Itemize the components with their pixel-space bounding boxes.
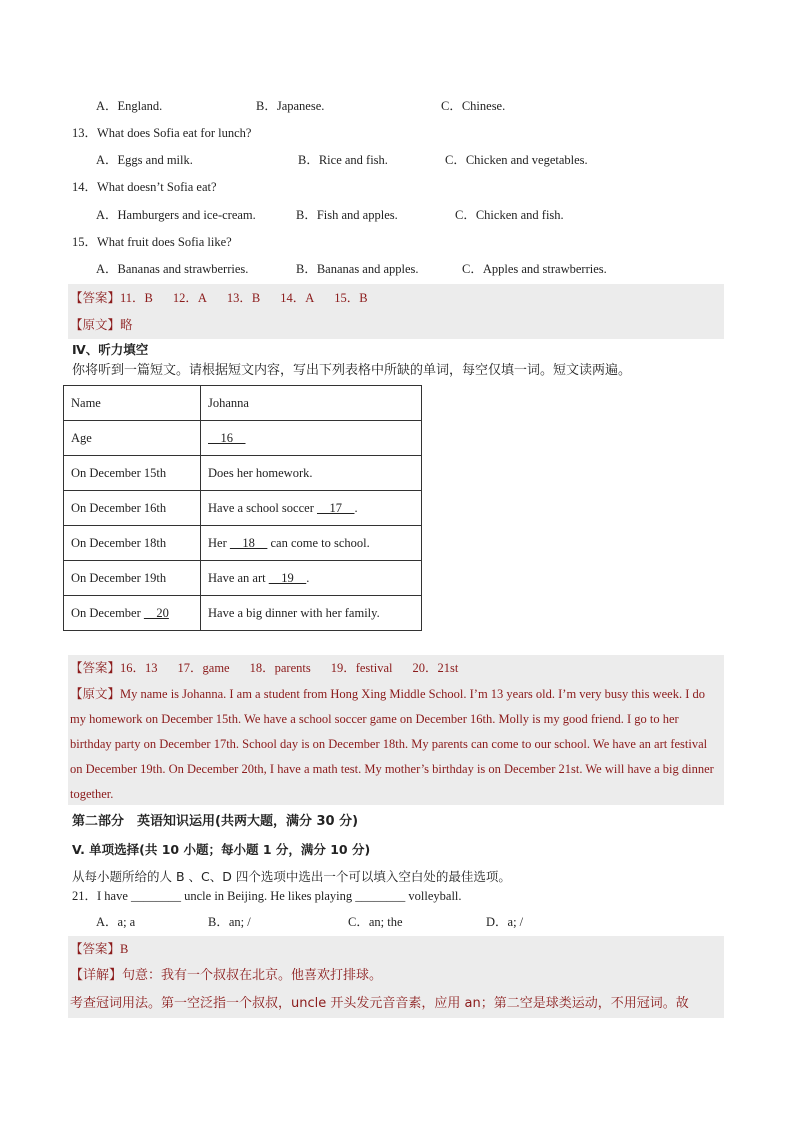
table-row	[64, 596, 422, 631]
answer-item: 17．game	[177, 661, 230, 675]
answer-item: 20．21st	[412, 661, 459, 675]
answer-item: 15．B	[334, 291, 368, 305]
answer-item: 16．13	[120, 661, 158, 675]
detail-line-1: 句意：我有一个叔叔在北京。他喜欢打排球。	[122, 968, 383, 983]
answer-item: 14．A	[280, 291, 315, 305]
table-cell-value	[201, 491, 422, 526]
table-cell-label: On December 18th	[64, 526, 201, 561]
blank-16: 16	[208, 430, 246, 445]
answer-text: B	[120, 942, 129, 956]
q15-option-a: A．Bananas and strawberries.	[96, 262, 249, 276]
detail-box-21	[68, 962, 724, 1018]
table-cell-label	[64, 596, 201, 631]
section-5-title: V. 单项选择(共 10 小题；每小题 1 分，满分 10 分)	[72, 842, 371, 857]
blank-19: 19	[268, 570, 307, 585]
cell-text: can come to school.	[267, 535, 370, 550]
q15-question: 15．What fruit does Sofia like?	[72, 235, 232, 249]
original-text: 略	[120, 317, 133, 332]
q21-option-a: A．a; a	[96, 915, 136, 929]
answer-box-21	[68, 936, 724, 962]
table-row	[64, 561, 422, 596]
q13-option-c: C．Chicken and vegetables.	[445, 153, 588, 167]
q21-question: 21．I have ________ uncle in Beijing. He likes playing ________ volleyball.	[72, 889, 462, 903]
original-box-16-20	[68, 681, 724, 805]
blank-17: 17	[316, 500, 355, 515]
cell-text: On December	[71, 605, 144, 620]
cell-text: Johanna	[208, 395, 249, 410]
q14-option-a: A．Hamburgers and ice-cream.	[96, 208, 256, 222]
table-cell-value	[201, 386, 422, 421]
q12-option-a: A．England.	[96, 99, 163, 113]
cell-text: Does her homework.	[208, 465, 313, 480]
section-4-instruction: 你将听到一篇短文。请根据短文内容，写出下列表格中所缺的单词，每空仅填一词。短文读两遍。	[72, 363, 632, 378]
cell-text: .	[306, 570, 310, 585]
detail-label: 【详解】	[70, 968, 123, 983]
q12-option-c: C．Chinese.	[441, 99, 506, 113]
answer-box-11-15	[68, 284, 724, 311]
cell-text: .	[354, 500, 358, 515]
answer-item: 11．B	[120, 291, 153, 305]
answer-item: 12．A	[172, 291, 207, 305]
table-row	[64, 421, 422, 456]
cell-text: Have a school soccer	[208, 500, 317, 515]
q14-option-b: B．Fish and apples.	[296, 208, 398, 222]
q21-option-b: B．an; /	[208, 915, 251, 929]
q21-option-d: D．a; /	[486, 915, 524, 929]
table-cell-value	[201, 526, 422, 561]
answer-label: 【答案】	[70, 290, 121, 305]
section-4-title: Ⅳ、听力填空	[72, 342, 149, 357]
table-row	[64, 526, 422, 561]
q14-option-c: C．Chicken and fish.	[455, 208, 564, 222]
answer-items	[120, 291, 388, 305]
answer-label: 【答案】	[70, 941, 121, 956]
table-cell-label: On December 15th	[64, 456, 201, 491]
part-2-title: 第二部分 英语知识运用(共两大题，满分 30 分)	[72, 814, 359, 829]
table-cell-label: Name	[64, 386, 201, 421]
original-box-11-15	[68, 311, 724, 339]
original-label: 【原文】	[70, 686, 121, 701]
q13-question: 13．What does Sofia eat for lunch?	[72, 126, 252, 140]
table-cell-value	[201, 596, 422, 631]
blank-20: 20	[143, 605, 169, 620]
cell-text: Have an art	[208, 570, 269, 585]
detail-line-2: 考查冠词用法。第一空泛指一个叔叔，uncle 开头发元音音素，应用 an；第二空是球类运动，不用冠词。故	[70, 996, 689, 1011]
original-text: My name is Johanna. I am a student from Hong Xing Middle School. I’m 13 years old. I’m very busy this week. I do my homework on December 15th. We have a school soccer game on December 16th. Molly is my good friend. I go to her birthday party on December 17th. School day is on December 18th. My parents can come to our school. We have an art festival on December 19th. On December 20th, I have a math test. My mother’s birthday is on December 21st. We will have a big dinner together.	[70, 687, 714, 801]
q15-option-c: C．Apples and strawberries.	[462, 262, 607, 276]
info-table	[63, 385, 422, 631]
original-label: 【原文】	[70, 317, 121, 332]
q21-option-c: C．an; the	[348, 915, 403, 929]
answer-items	[120, 661, 478, 675]
table-cell-value	[201, 421, 422, 456]
table-row	[64, 386, 422, 421]
cell-text: Her	[208, 535, 230, 550]
answer-item: 13．B	[226, 291, 261, 305]
answer-item: 18．parents	[249, 661, 311, 675]
table-row	[64, 491, 422, 526]
q14-question: 14．What doesn’t Sofia eat?	[72, 180, 217, 194]
q13-option-a: A．Eggs and milk.	[96, 153, 193, 167]
table-cell-label: Age	[64, 421, 201, 456]
table-cell-label: On December 19th	[64, 561, 201, 596]
table-cell-value	[201, 456, 422, 491]
table-row	[64, 456, 422, 491]
answer-label: 【答案】	[70, 660, 121, 675]
table-cell-value	[201, 561, 422, 596]
answer-item: 19．festival	[330, 661, 393, 675]
table-cell-label: On December 16th	[64, 491, 201, 526]
answer-box-16-20	[68, 655, 724, 681]
cell-text: Have a big dinner with her family.	[208, 605, 380, 620]
blank-18: 18	[229, 535, 268, 550]
q12-option-b: B．Japanese.	[256, 99, 325, 113]
q15-option-b: B．Bananas and apples.	[296, 262, 419, 276]
section-5-instruction: 从每小题所给的人 B 、C、D 四个选项中选出一个可以填入空白处的最佳选项。	[72, 869, 511, 884]
q13-option-b: B．Rice and fish.	[298, 153, 388, 167]
